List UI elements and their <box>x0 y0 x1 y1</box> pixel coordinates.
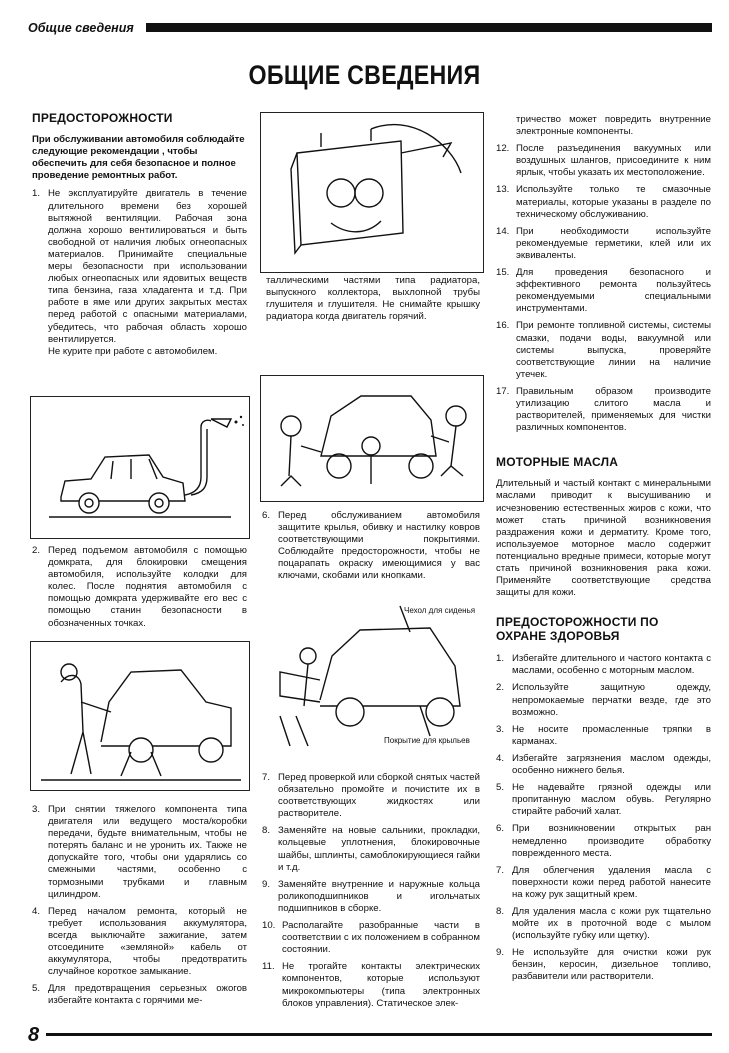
list-item: 17. Правильным образом производите утилизацию слитого масла и растворителей, применяемых для чистки различных компонентов. <box>496 385 711 434</box>
motor-oils-heading: МОТОРНЫЕ МАСЛА <box>496 455 619 470</box>
column-2-item-6 <box>262 510 480 588</box>
list-item: 11. Не трогайте контакты электрических компонентов, которые используют микрокомпьютеры (типа электронных блоков управления). Статическое элек- <box>262 961 480 1009</box>
figure-exhaust-ventilation <box>30 396 250 539</box>
seat-cover-callout: Чехол для сиденья <box>404 606 476 615</box>
column-1-item-2 <box>32 545 247 635</box>
list-item: 13. Используйте только те смазочные материалы, которые указаны в разделе по техническому обслуживанию. <box>496 184 711 220</box>
list-item: 3. При снятии тяжелого компонента типа двигателя или ведущего моста/коробки передачи, будьте внимательным, чтобы не потерять баланс и не уронить их. Также не допускайте того, чтобы они ударялись со смежными частями, особенно с тормозными трубками и главным цилиндром. <box>32 804 247 900</box>
list-item: 10. Располагайте разобранные части в соответствии с их положением в собранном состоянии. <box>262 920 480 956</box>
column-3 <box>496 114 711 989</box>
figure-battery <box>260 112 484 273</box>
list-item: 14. При необходимости используйте рекомендуемые герметики, клей или их эквиваленты. <box>496 225 711 261</box>
list-item: 2. Используйте защитную одежду, непромокаемые перчатки везде, где это возможно. <box>496 682 711 718</box>
car-ventilation-illustration <box>31 397 249 538</box>
list-item: 8. Для удаления масла с кожи рук тщательно мойте их в проточной воде с мылом (используйте губку или щетку). <box>496 905 711 942</box>
list-item: 3. Не носите промасленные тряпки в карманах. <box>496 723 711 747</box>
figure-jack-stands <box>30 641 250 791</box>
list-item: 4. Избегайте загрязнения маслом одежды, особенно нижнего белья. <box>496 752 711 777</box>
figure-car-protection <box>260 375 484 502</box>
list-item: 7. Перед проверкой или сборкой снятых частей обязательно промойте и почистите их в соответствующих жидкостях или растворителе. <box>262 772 480 820</box>
column-2-items-7-11 <box>262 772 480 1015</box>
paragraph-continuation: тричество может повредить внутренние электронные компоненты. <box>516 114 711 138</box>
battery-illustration <box>261 113 483 272</box>
figure-car-covers <box>260 596 482 766</box>
list-item: 8. Заменяйте на новые сальники, прокладки, кольцевые уплотнения, блокировочные шайбы, шплинты, самоблокирующиеся гайки и т.д. <box>262 825 480 873</box>
page-number: 8 <box>28 1024 40 1046</box>
list-item: 4. Перед началом ремонта, который не требует использования аккумулятора, всегда выключайте зажигание, затем отсоедините «земляной» кабель от аккумулятора, чтобы предотвратить случайное короткое замыкание. <box>32 905 247 978</box>
list-item: 16. При ремонте топливной системы, системы смазки, подачи воды, вакуумной или системы выпуска, проверяйте соответствующие линии на наличие утечек. <box>496 320 711 380</box>
footer-rule <box>46 1033 712 1036</box>
list-item: 12. После разъединения вакуумных или воздушных шлангов, присоедините к ним ярлык, чтобы указать их местоположение. <box>496 143 711 179</box>
header-bar <box>146 23 712 32</box>
page-title: ОБЩИЕ СВЕДЕНИЯ <box>248 60 481 90</box>
jack-illustration <box>31 642 249 790</box>
motor-oils-text: Длительный и частый контакт с минеральными маслами приводит к высушиванию и исчезновению естественных жиров с кожи, что может стать причиной возникновения раздражения кожи и дерматиту. Кроме того, используемое моторное масло содержит потенциально вредные примеси, которые могут стать причиной возникновения рака кожи. Применяйте соответствующие средства защиты для кожи. <box>496 478 711 599</box>
list-item: 9. Не используйте для очистки кожи рук бензин, керосин, дизельное топливо, разбавители или растворители. <box>496 947 711 983</box>
list-item: 9. Заменяйте внутренние и наружные кольца роликоподшипников и игольчатых подшипников в сборке. <box>262 878 480 914</box>
list-item: 15. Для проведения безопасного и эффективного ремонта пользуйтесь рекомендуемыми специальными инструментами. <box>496 267 711 315</box>
header-label: Общие сведения <box>28 20 138 36</box>
column-1 <box>32 112 247 363</box>
paragraph-continuation: таллическими частями типа радиатора, выпускного коллектора, выхлопной трубы глушителя и глушителя. Не снимайте крышку радиатора когда двигатель горячий. <box>266 275 480 323</box>
list-item: 5. Не надевайте грязной одежды или пропитанную маслом обувь. Регулярно стирайте рабочий халат. <box>496 782 711 818</box>
list-item: 6. Перед обслуживанием автомобиля защитите крылья, обивку и настилку ковров соответствующими покрытиями. Соблюдайте предосторожности, чтобы не поцарапать окраску имеющимися у вас ключами, скобами или кнопками. <box>262 510 480 582</box>
list-item: 6. При возникновении открытых ран немедленно производите обработку поврежденного места. <box>496 823 711 859</box>
list-item: 1. Не эксплуатируйте двигатель в течение длительного времени без хорошей вытяжной вентиляции. Рабочая зона должна хорошо вентилироваться и быть свободной от наличия любых огнеопасных материалов. Принимайте специальные меры безопасности при использовании любых огнеопасных или ядовитых веществ типа бензина, газа хладагента и т.д. При работе в яме или других закрытых местах перед работой с опасными материалами, убедитесь, что рабочая область хорошо вентилируется. Не курите при работе с автомобилем. <box>32 188 247 357</box>
column-2-continuation <box>266 275 480 323</box>
list-item: 5. Для предотвращения серьезных ожогов избегайте контакта с горячими ме- <box>32 983 247 1007</box>
precautions-heading: ПРЕДОСТОРОЖНОСТИ <box>32 111 173 125</box>
running-header <box>28 20 712 36</box>
column-1-items-3-5 <box>32 804 247 1013</box>
list-item: 7. Для облегчения удаления масла с поверхности кожи перед работой нанесите на кожу рук защитный крем. <box>496 864 711 900</box>
precautions-intro: При обслуживании автомобиля соблюдайте следующие рекомендации , чтобы обеспечить для себя безопасное и полное проведение ремонтных работ. <box>32 134 245 182</box>
health-heading: ПРЕДОСТОРОЖНОСТИ ПО ОХРАНЕ ЗДОРОВЬЯ <box>496 615 659 644</box>
fender-cover-callout: Покрытие для крыльев <box>384 736 470 745</box>
protection-illustration <box>261 376 483 501</box>
list-item: 1. Избегайте длительного и частого контакта с маслами, особенно с моторным маслом. <box>496 653 711 677</box>
list-item: 2. Перед подъемом автомобиля с помощью домкрата, для блокировки смещения автомобиля, используйте колодки для колес. После поднятия автомобиля с помощью домкрата удерживайте его вес с помощью станин безопасности в обозначенных точках. <box>32 545 247 629</box>
